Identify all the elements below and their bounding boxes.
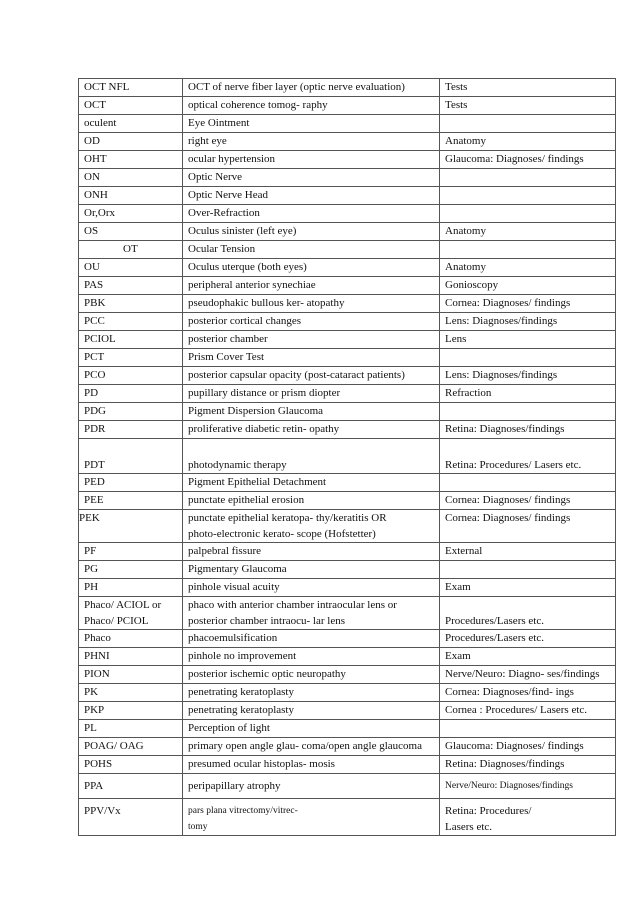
cell-line: pars plana vitrectomy/vitrec- (188, 806, 298, 816)
table-row (78, 774, 616, 799)
table-row (78, 738, 616, 756)
meaning-cell: pinhole visual acuity (182, 579, 439, 596)
abbreviation-cell: PHNI (78, 648, 182, 665)
meaning-cell (182, 597, 439, 629)
abbreviation-cell: Or,Orx (78, 205, 182, 222)
abbreviation-cell: PDR (78, 421, 182, 438)
category-cell (439, 205, 616, 222)
category-cell: Procedures/Lasers etc. (439, 630, 616, 647)
meaning-cell: punctate epithelial erosion (182, 492, 439, 509)
abbreviation-cell: Phaco (78, 630, 182, 647)
abbreviation-cell: PCIOL (78, 331, 182, 348)
table-row (78, 97, 616, 115)
cell-line: Lasers etc. (445, 821, 493, 833)
cell-line: Retina: Procedures/ (445, 805, 532, 817)
category-cell (439, 169, 616, 186)
meaning-cell: presumed ocular histoplas- mosis (182, 756, 439, 773)
category-cell (439, 561, 616, 578)
abbreviation-cell: PEE (78, 492, 182, 509)
meaning-cell: posterior chamber (182, 331, 439, 348)
abbreviation-cell: OU (78, 259, 182, 276)
category-cell: Glaucoma: Diagnoses/ findings (439, 151, 616, 168)
cell-line: PPV/Vx (84, 805, 121, 817)
category-cell: Lens: Diagnoses/findings (439, 367, 616, 384)
abbreviation-cell: PPA (78, 774, 182, 798)
meaning-cell: peripapillary atrophy (182, 774, 439, 798)
table-row (78, 720, 616, 738)
category-cell: Glaucoma: Diagnoses/ findings (439, 738, 616, 755)
meaning-cell: proliferative diabetic retin- opathy (182, 421, 439, 438)
meaning-cell: Over-Refraction (182, 205, 439, 222)
abbreviation-cell: PKP (78, 702, 182, 719)
category-cell: Cornea: Diagnoses/find- ings (439, 684, 616, 701)
abbreviation-cell: OHT (78, 151, 182, 168)
category-cell: Gonioscopy (439, 277, 616, 294)
abbreviation-cell: PL (78, 720, 182, 737)
cell-line: Cornea: Diagnoses/ findings (445, 512, 571, 524)
meaning-cell: Eye Ointment (182, 115, 439, 132)
category-cell (439, 349, 616, 366)
abbreviation-cell: OD (78, 133, 182, 150)
meaning-cell: Prism Cover Test (182, 349, 439, 366)
cell-line: punctate epithelial keratopa- thy/keratitis OR (188, 512, 387, 524)
meaning-cell: ocular hypertension (182, 151, 439, 168)
meaning-cell: palpebral fissure (182, 543, 439, 560)
cell-line: Procedures/Lasers etc. (445, 615, 544, 627)
cell-line: tomy (188, 822, 208, 832)
meaning-cell: Ocular Tension (182, 241, 439, 258)
table-row (78, 403, 616, 421)
table-row (78, 666, 616, 684)
cell-line (79, 526, 182, 542)
category-cell (439, 597, 616, 629)
table-row (78, 543, 616, 561)
abbreviation-cell: PDG (78, 403, 182, 420)
abbreviation-cell: ON (78, 169, 182, 186)
category-cell: Nerve/Neuro: Diagnoses/findings (439, 774, 616, 798)
table-row (78, 205, 616, 223)
abbreviation-cell: PCT (78, 349, 182, 366)
meaning-cell: Pigment Dispersion Glaucoma (182, 403, 439, 420)
meaning-cell: peripheral anterior synechiae (182, 277, 439, 294)
cell-line: photo-electronic kerato- scope (Hofstetter) (188, 528, 376, 540)
meaning-cell: penetrating keratoplasty (182, 702, 439, 719)
table-row (78, 421, 616, 439)
meaning-cell: Pigment Epithelial Detachment (182, 474, 439, 491)
category-cell (439, 187, 616, 204)
meaning-cell: posterior capsular opacity (post-cataract patients) (182, 367, 439, 384)
meaning-cell: Oculus uterque (both eyes) (182, 259, 439, 276)
abbreviation-cell: PD (78, 385, 182, 402)
category-cell: Cornea: Diagnoses/ findings (439, 492, 616, 509)
abbreviation-cell: POHS (78, 756, 182, 773)
cell-line (445, 597, 615, 613)
category-cell: Lens: Diagnoses/findings (439, 313, 616, 330)
meaning-cell: Pigmentary Glaucoma (182, 561, 439, 578)
abbreviation-cell (78, 510, 182, 542)
abbreviation-table (78, 78, 616, 836)
table-row (78, 385, 616, 403)
table-row (78, 510, 616, 543)
abbreviation-cell: POAG/ OAG (78, 738, 182, 755)
table-row (78, 169, 616, 187)
table-row (78, 223, 616, 241)
meaning-cell: penetrating keratoplasty (182, 684, 439, 701)
table-row (78, 756, 616, 774)
meaning-cell: OCT of nerve fiber layer (optic nerve evaluation) (182, 79, 439, 96)
meaning-cell: Optic Nerve Head (182, 187, 439, 204)
abbreviation-cell: OCT NFL (78, 79, 182, 96)
cell-line: Phaco/ PCIOL (84, 615, 149, 627)
table-row (78, 295, 616, 313)
meaning-cell: pseudophakic bullous ker- atopathy (182, 295, 439, 312)
category-cell: Anatomy (439, 133, 616, 150)
table-row (78, 187, 616, 205)
cell-line: phaco with anterior chamber intraocular lens or (188, 599, 397, 611)
meaning-cell: pinhole no improvement (182, 648, 439, 665)
abbreviation-cell: oculent (78, 115, 182, 132)
category-cell: Tests (439, 97, 616, 114)
abbreviation-cell: PCO (78, 367, 182, 384)
table-row (78, 684, 616, 702)
meaning-cell (182, 510, 439, 542)
abbreviation-cell: PED (78, 474, 182, 491)
category-cell: Retina: Diagnoses/findings (439, 756, 616, 773)
table-row (78, 799, 616, 836)
category-cell (439, 474, 616, 491)
meaning-cell: optical coherence tomog- raphy (182, 97, 439, 114)
meaning-cell (182, 799, 439, 835)
meaning-cell: pupillary distance or prism diopter (182, 385, 439, 402)
category-cell: Exam (439, 579, 616, 596)
meaning-cell: primary open angle glau- coma/open angle glaucoma (182, 738, 439, 755)
abbreviation-cell: PH (78, 579, 182, 596)
cell-line: PEK (79, 512, 100, 524)
category-cell (439, 799, 616, 835)
table-row (78, 648, 616, 666)
category-cell: Retina: Diagnoses/findings (439, 421, 616, 438)
table-row (78, 151, 616, 169)
table-row (78, 133, 616, 151)
category-cell: Tests (439, 79, 616, 96)
category-cell (439, 403, 616, 420)
abbreviation-cell (78, 597, 182, 629)
meaning-cell: photodynamic therapy (182, 439, 439, 473)
meaning-cell: posterior cortical changes (182, 313, 439, 330)
category-cell (439, 241, 616, 258)
abbreviation-cell: ONH (78, 187, 182, 204)
meaning-cell: right eye (182, 133, 439, 150)
cell-line (445, 526, 615, 542)
category-cell (439, 510, 616, 542)
meaning-cell: Oculus sinister (left eye) (182, 223, 439, 240)
cell-line (84, 819, 182, 835)
table-row (78, 78, 616, 97)
abbreviation-cell: OCT (78, 97, 182, 114)
category-cell: Lens (439, 331, 616, 348)
category-cell: Cornea : Procedures/ Lasers etc. (439, 702, 616, 719)
category-cell: Anatomy (439, 259, 616, 276)
meaning-cell: Perception of light (182, 720, 439, 737)
table-row (78, 439, 616, 474)
abbreviation-cell: OS (78, 223, 182, 240)
abbreviation-cell: PAS (78, 277, 182, 294)
table-row (78, 115, 616, 133)
category-cell: Retina: Procedures/ Lasers etc. (439, 439, 616, 473)
category-cell: Refraction (439, 385, 616, 402)
category-cell: Cornea: Diagnoses/ findings (439, 295, 616, 312)
abbreviation-cell: PCC (78, 313, 182, 330)
table-row (78, 277, 616, 295)
category-cell: Exam (439, 648, 616, 665)
abbreviation-cell: OT (78, 241, 182, 258)
abbreviation-cell: PF (78, 543, 182, 560)
table-row (78, 561, 616, 579)
table-row (78, 702, 616, 720)
meaning-cell: posterior ischemic optic neuropathy (182, 666, 439, 683)
table-row (78, 367, 616, 385)
abbreviation-cell: PBK (78, 295, 182, 312)
abbreviation-cell (78, 799, 182, 835)
abbreviation-cell: PK (78, 684, 182, 701)
meaning-cell: phacoemulsification (182, 630, 439, 647)
category-cell: Anatomy (439, 223, 616, 240)
abbreviation-cell: PDT (78, 439, 182, 473)
table-row (78, 331, 616, 349)
table-row (78, 313, 616, 331)
cell-line: Phaco/ ACIOL or (84, 599, 162, 611)
table-row (78, 579, 616, 597)
table-row (78, 630, 616, 648)
category-cell: External (439, 543, 616, 560)
meaning-cell: Optic Nerve (182, 169, 439, 186)
table-row (78, 259, 616, 277)
table-row (78, 597, 616, 630)
category-cell (439, 115, 616, 132)
category-cell: Nerve/Neuro: Diagno- ses/findings (439, 666, 616, 683)
table-row (78, 349, 616, 367)
table-row (78, 241, 616, 259)
cell-line: posterior chamber intraocu- lar lens (188, 615, 345, 627)
category-cell (439, 720, 616, 737)
table-row (78, 492, 616, 510)
table-row (78, 474, 616, 492)
abbreviation-cell: PION (78, 666, 182, 683)
abbreviation-cell: PG (78, 561, 182, 578)
